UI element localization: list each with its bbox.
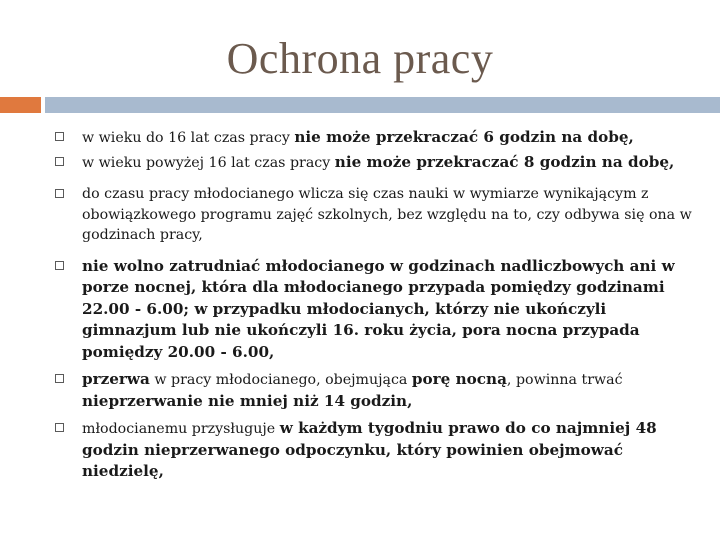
text-segment: , powinna trwać	[506, 372, 623, 388]
item-text	[82, 130, 634, 146]
item-text	[82, 256, 675, 361]
text-segment-bold: przerwa	[82, 370, 150, 388]
list-item	[55, 256, 695, 364]
square-bullet-icon	[55, 132, 64, 141]
item-text	[82, 152, 675, 171]
text-segment-bold: nieprzerwanie nie mniej niż 14 godzin,	[82, 391, 413, 410]
square-bullet-icon	[55, 374, 64, 383]
item-text	[82, 186, 692, 243]
text-segment: do czasu pracy młodocianego wlicza się czas nauki w wymiarze wynikającym z obowiązkowego programu zajęć szkolnych, bez względu na to, czy odbywa się ona w godzinach pracy,	[82, 186, 692, 243]
item-text	[82, 372, 623, 410]
square-bullet-icon	[55, 189, 64, 198]
list-item	[55, 127, 695, 149]
text-segment: młodocianemu przysługuje	[82, 421, 280, 437]
list-item	[55, 369, 695, 412]
item-text	[82, 421, 657, 480]
text-segment: w wieku do 16 lat czas pracy	[82, 130, 295, 146]
list-item	[55, 152, 695, 174]
text-segment: w wieku powyżej 16 lat czas pracy	[82, 154, 335, 171]
text-segment-bold: nie wolno zatrudniać młodocianego w godzinach nadliczbowych ani w porze nocnej, która dla młodocianego przypada pomiędzy godzinami 22.00 - 6.00; w przypadku młodocianych, którzy nie ukończyli gimnazjum lub nie ukończyli 16. roku życia, pora nocna przypada pomiędzy 20.00 - 6.00,	[82, 256, 675, 361]
text-segment: w pracy młodocianego, obejmująca	[149, 372, 412, 388]
list-item	[55, 418, 695, 483]
text-segment-bold: nie może przekraczać 8 godzin na dobę,	[334, 152, 675, 171]
square-bullet-icon	[55, 423, 64, 432]
text-segment-bold: w każdym tygodniu prawo do co najmniej 48 godzin nieprzerwanego odpoczynku, który powinien obejmować niedzielę,	[82, 419, 657, 480]
accent-bar	[0, 97, 41, 113]
text-segment-bold: porę nocną	[411, 370, 507, 388]
square-bullet-icon	[55, 157, 64, 166]
bullet-list	[55, 127, 695, 483]
header-bar	[45, 97, 720, 113]
list-item	[55, 184, 695, 246]
text-segment-bold: nie może przekraczać 6 godzin na dobę,	[294, 128, 634, 146]
slide-title: Ochrona pracy	[226, 34, 494, 83]
square-bullet-icon	[55, 261, 64, 270]
